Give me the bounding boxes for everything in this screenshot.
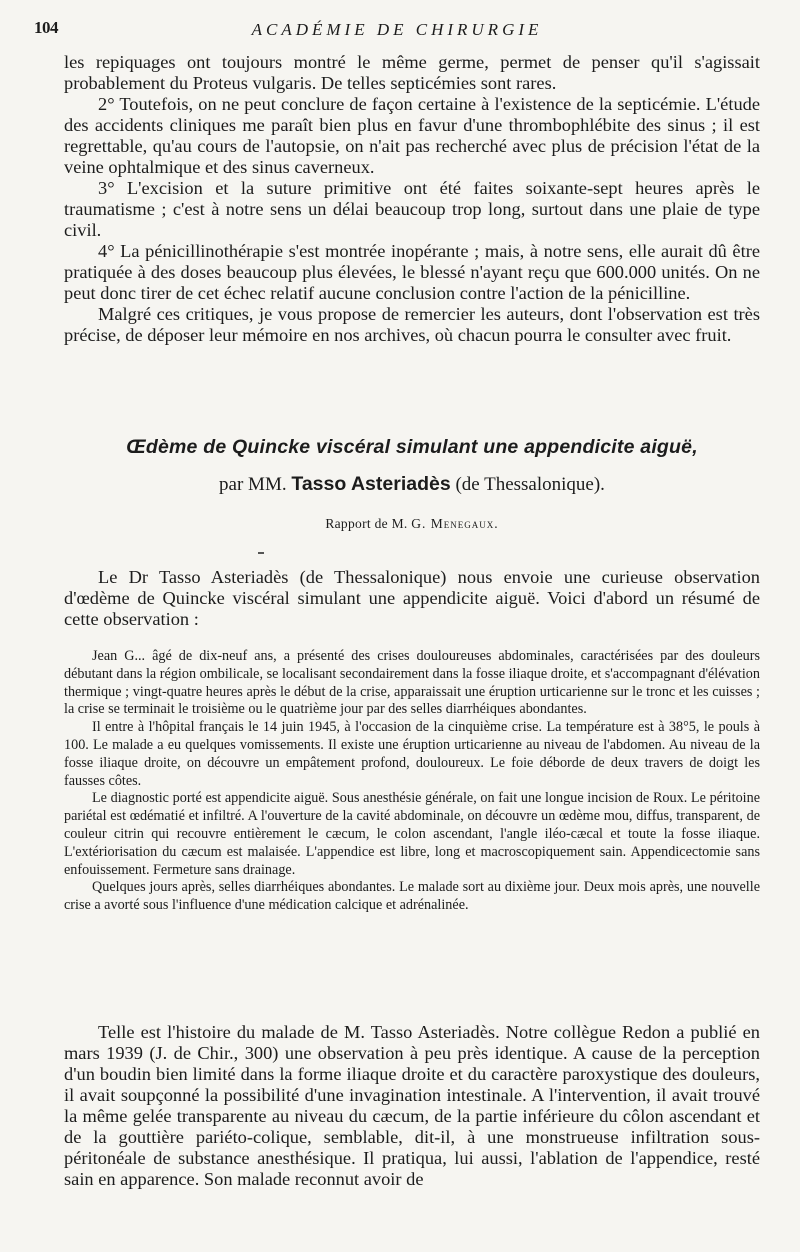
closing-section	[64, 1022, 760, 1190]
lede-paragraph: Le Dr Tasso Asteriadès (de Thessalonique) nous envoie une curieuse observation d'œdème de Quincke viscéral simulant une appendicite aiguë. Voici d'abord un résumé de cette observation :	[64, 567, 760, 629]
report-line	[64, 516, 760, 532]
author-names: Tasso Asteriadès	[291, 473, 451, 495]
case-summary	[64, 648, 760, 915]
summary-paragraph: Quelques jours après, selles diarrhéiques abondantes. Le malade sort au dixième jour. Deux mois après, une nouvelle crise a avorté sous l'influence d'une médication calcique et adrénalinée.	[64, 879, 760, 914]
byline	[64, 473, 760, 496]
byline-prefix: par MM.	[219, 474, 287, 495]
article-heading	[64, 436, 760, 532]
reporter-name: G. Menegaux.	[411, 516, 499, 531]
intro-paragraph: 3° L'excision et la suture primitive ont été faites soixante-sept heures après le traumatisme ; c'est à notre sens un délai beaucoup trop long, surtout dans une plaie de type civil.	[64, 178, 760, 240]
page-number: 104	[34, 18, 58, 37]
lede-section	[64, 567, 760, 630]
article-title: Œdème de Quincke viscéral simulant une appendicite aiguë,	[126, 436, 698, 458]
summary-paragraph: Il entre à l'hôpital français le 14 juin 1945, à l'occasion de la cinquième crise. La température est à 38°5, le pouls à 100. Le malade a eu quelques vomissements. Il existe une éruption urticarienne au niveau de l'abdomen. Au niveau de la fosse iliaque droite, on découvre un empâtement profond, douloureux. Le foie déborde de deux travers de doigt les fausses côtes.	[64, 719, 760, 789]
intro-paragraph: 4° La pénicillinothérapie s'est montrée inopérante ; mais, à notre sens, elle aurait dû être pratiquée à des doses beaucoup plus élevées, le blessé n'ayant reçu que 600.000 unités. On ne peut donc tirer de cet échec relatif aucune conclusion contre l'action de la pénicilline.	[64, 241, 760, 303]
intro-paragraph: Malgré ces critiques, je vous propose de remercier les auteurs, dont l'observation est très précise, de déposer leur mémoire en nos archives, où chacun pourra le consulter avec fruit.	[64, 304, 760, 345]
running-title: ACADÉMIE DE CHIRURGIE	[251, 20, 543, 39]
page-header	[34, 18, 760, 44]
summary-paragraph: Jean G... âgé de dix-neuf ans, a présenté des crises douloureuses abdominales, caractérisées par des douleurs débutant dans la région ombilicale, se localisant secondairement dans la fosse iliaque droite, et s'accompagnant d'élévation thermique ; vingt-quatre heures après le début de la crise, apparaissait une éruption urticarienne sur le tronc et les cuisses ; la crise se terminait le troisième ou le quatrième jour par des selles diarrhéiques abondantes.	[64, 648, 760, 718]
intro-paragraph: les repiquages ont toujours montré le même germe, permet de penser qu'il s'agissait probablement du Proteus vulgaris. De telles septicémies sont rares.	[64, 52, 760, 93]
summary-paragraph: Le diagnostic porté est appendicite aiguë. Sous anesthésie générale, on fait une longue incision de Roux. Le péritoine pariétal est œdématié et infiltré. A l'ouverture de la cavité abdominale, on découvre un œdème mou, diffus, transparent, de couleur citrin qui recouvre entièrement le cæcum, le colon ascendant, l'angle iléo-cæcal et toute la fosse iliaque. L'extériorisation du cæcum est malaisée. L'appendice est libre, long et macroscopiquement sain. Appendicectomie sans enfouissement. Fermeture sans drainage.	[64, 790, 760, 878]
intro-section	[64, 52, 760, 346]
report-prefix: Rapport de M.	[325, 516, 408, 531]
author-affiliation: (de Thessalonique).	[455, 474, 605, 495]
section-divider	[258, 552, 264, 554]
intro-paragraph: 2° Toutefois, on ne peut conclure de façon certaine à l'existence de la septicémie. L'étude des accidents cliniques me paraît bien plus en favur d'une thrombophlébite des sinus ; il est regrettable, qu'au cours de l'autopsie, on n'ait pas recherché avec plus de précision l'état de la veine ophtalmique et des sinus caverneux.	[64, 94, 760, 177]
closing-paragraph: Telle est l'histoire du malade de M. Tasso Asteriadès. Notre collègue Redon a publié en mars 1939 (J. de Chir., 300) une observation à peu près identique. A cause de la perception d'un boudin bien limité dans la forme iliaque droite et du caractère paroxystique des douleurs, il avait soupçonné la possibilité d'une invagination intestinale. A l'intervention, il avait trouvé la même gelée transparente au niveau du cæcum, de la partie inférieure du côlon ascendant et de la gouttière pariéto-colique, semblable, dit-il, à une monstrueuse infiltration sous-péritonéale de substance anesthésique. Il pratiqua, lui aussi, l'ablation de l'appendice, resté sain en apparence. Son malade reconnut avoir de	[64, 1022, 760, 1189]
